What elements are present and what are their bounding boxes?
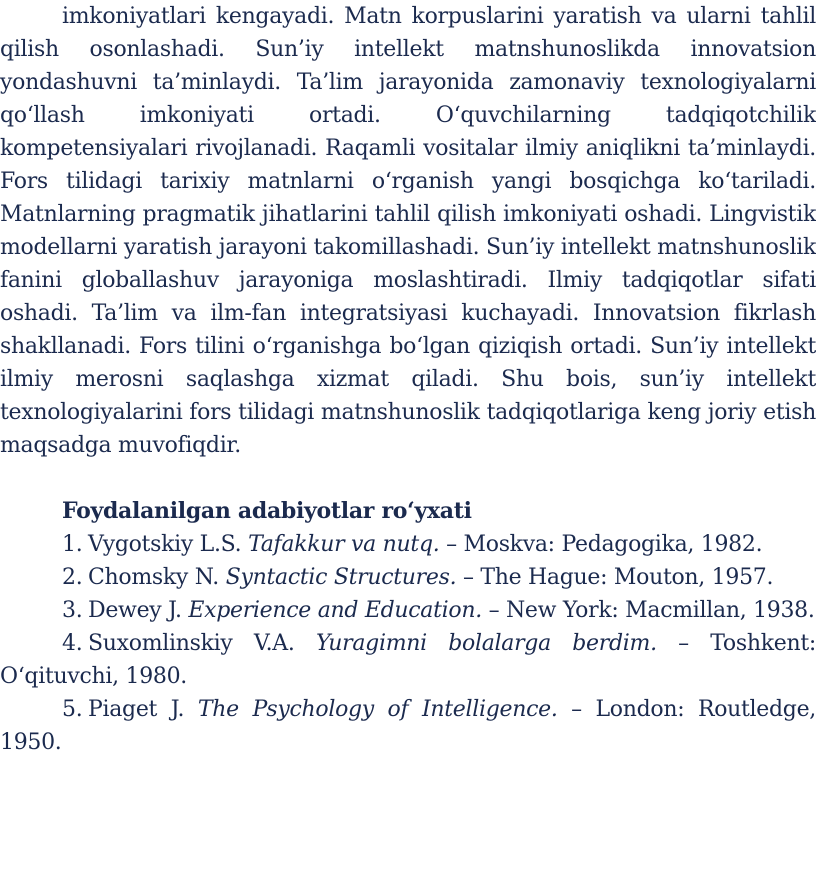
reference-item (0, 627, 816, 693)
reference-number: 3. (62, 598, 83, 623)
reference-item (0, 693, 816, 759)
reference-number: 5. (62, 697, 83, 722)
reference-item (0, 561, 816, 594)
reference-publication: – London: Routledge, 1950. (0, 697, 816, 755)
reference-title: Yuragimni bolalarga berdim. (315, 631, 657, 656)
reference-author: Piaget J. (88, 697, 198, 722)
reference-publication: – Moskva: Pedagogika, 1982. (439, 532, 763, 557)
reference-number: 2. (62, 565, 83, 590)
body-paragraph: imkoniyatlari kengayadi. Matn korpuslarini yaratish va ularni tahlil qilish osonlashadi. Sun’iy intellekt matnshunoslikda innovatsion yondashuvni ta’minlaydi. Ta’lim jarayonida zamonaviy texnologiyalarni qo‘llash imkoniyati ortadi. O‘quvchilarning tadqiqotchilik kompetensiyalari rivojlanadi. Raqamli vositalar ilmiy aniqlikni ta’minlaydi. Fors tilidagi tarixiy matnlarni o‘rganish yangi bosqichga ko‘tariladi. Matnlarning pragmatik jihatlarini tahlil qilish imkoniyati oshadi. Lingvistik modellarni yaratish jarayoni takomillashadi. Sun’iy intellekt matnshunoslik fanini globallashuv jarayoniga moslashtiradi. Ilmiy tadqiqotlar sifati oshadi. Ta’lim va ilm-fan integratsiyasi kuchayadi. Innovatsion fikrlash shakllanadi. Fors tilini o‘rganishga bo‘lgan qiziqish ortadi. Sun’iy intellekt ilmiy merosni saqlashga xizmat qiladi. Shu bois, sun’iy intellekt texnologiyalarini fors tilidagi matnshunoslik tadqiqotlariga keng joriy etish maqsadga muvofiqdir. (0, 4, 816, 458)
reference-author: Chomsky N. (88, 565, 226, 590)
reference-item (0, 528, 816, 561)
reference-number: 4. (62, 631, 83, 656)
reference-publication: – Toshkent: O‘qituvchi, 1980. (0, 631, 816, 689)
reference-author: Suxomlinskiy V.A. (88, 631, 316, 656)
reference-publication: – New York: Macmillan, 1938. (481, 598, 815, 623)
reference-author: Vygotskiy L.S. (88, 532, 249, 557)
references-list (0, 528, 816, 759)
reference-number: 1. (62, 532, 83, 557)
reference-publication: – The Hague: Mouton, 1957. (456, 565, 774, 590)
reference-item (0, 594, 816, 627)
reference-title: The Psychology of Intelligence. (197, 697, 558, 722)
reference-title: Syntactic Structures. (225, 565, 457, 590)
reference-title: Tafakkur va nutq. (248, 532, 440, 557)
reference-author: Dewey J. (88, 598, 189, 623)
reference-title: Experience and Education. (188, 598, 482, 623)
references-heading: Foydalanilgan adabiyotlar ro‘yxati (62, 498, 472, 524)
